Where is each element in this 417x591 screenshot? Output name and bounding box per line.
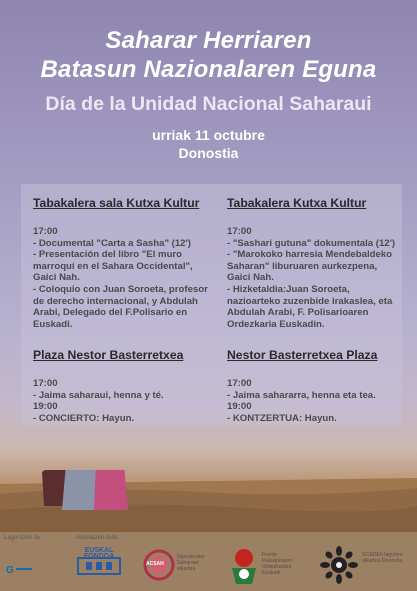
polisario-logo bbox=[228, 546, 260, 586]
program-block: 17:00 - Jaima sahararra, henna eta tea. 19:00 - KONTZERTUA: Hayun. bbox=[227, 378, 376, 424]
program-column-basque bbox=[227, 196, 399, 424]
program-block: 17:00 - Documental "Carta a Sasha" (12') - Presentación del libro "El muro marroquí en el Sahara Occidental", Gaici Nah. - Coloquio con Juan Soroeta, profesor de derecho internacional, y Abdulah Arabi, Delegado del F.Polisario en Euskadi. bbox=[33, 226, 208, 330]
polisario-text: Frente Polisarioaren Ordezkaritza Euskadi bbox=[262, 552, 293, 576]
venue-heading: Nestor Basterretxea Plaza bbox=[227, 348, 378, 362]
event-city: Donostia bbox=[178, 145, 239, 161]
scaden-text: SCADEn lagunen elkartea Donostia bbox=[362, 552, 403, 564]
svg-text:G: G bbox=[6, 565, 14, 576]
event-date: urriak 11 octubre bbox=[152, 127, 265, 143]
venue-heading: Plaza Nestor Basterretxea bbox=[33, 348, 184, 362]
venue-heading: Tabakalera Kutxa Kultur bbox=[227, 196, 367, 210]
euskal-fondoa-logo bbox=[76, 546, 122, 588]
title-line-2: Batasun Nazionalaren Eguna bbox=[40, 56, 377, 83]
gipuzkoa-logo bbox=[4, 562, 34, 576]
euskal-fondoa-text: EUSKAL FONDOA bbox=[83, 547, 115, 560]
program-block: 17:00 - "Sashari gutuna" dokumentala (12') - "Marokoko harresia Mendebaldeko Saharan" liburuaren aurkezpena, Gaici Nah. - Hizketaldia:Juan Soroeta, nazioarteko zuzenbide irakaslea, eta Abdulah Arabi, F. Polisarioaren Ordezkaria Euskadin. bbox=[227, 226, 396, 330]
title-line-1: Saharar Herriaren bbox=[105, 27, 312, 54]
venue-heading: Tabakalera sala Kutxa Kultur bbox=[33, 196, 200, 210]
subtitle: Día de la Unidad Nacional Saharaui bbox=[45, 93, 372, 115]
organizers-label: Antolatzen dute: bbox=[76, 535, 120, 541]
sponsors-label: Laguntzen du: bbox=[4, 535, 43, 541]
program-column-spanish bbox=[33, 196, 213, 424]
scaden-logo bbox=[320, 546, 358, 584]
gipuzkoa-saharawi-text: Gipuzkoako Saharawi elkartea bbox=[177, 554, 205, 572]
acsah-text: ACSAH bbox=[146, 561, 164, 567]
program-block: 17:00 - Jaima saharaui, henna y té. 19:00 - CONCIERTO: Hayun. bbox=[33, 378, 164, 424]
acsah-logo bbox=[142, 546, 176, 584]
women-figures bbox=[42, 470, 128, 510]
sponsor-footer bbox=[0, 532, 417, 591]
